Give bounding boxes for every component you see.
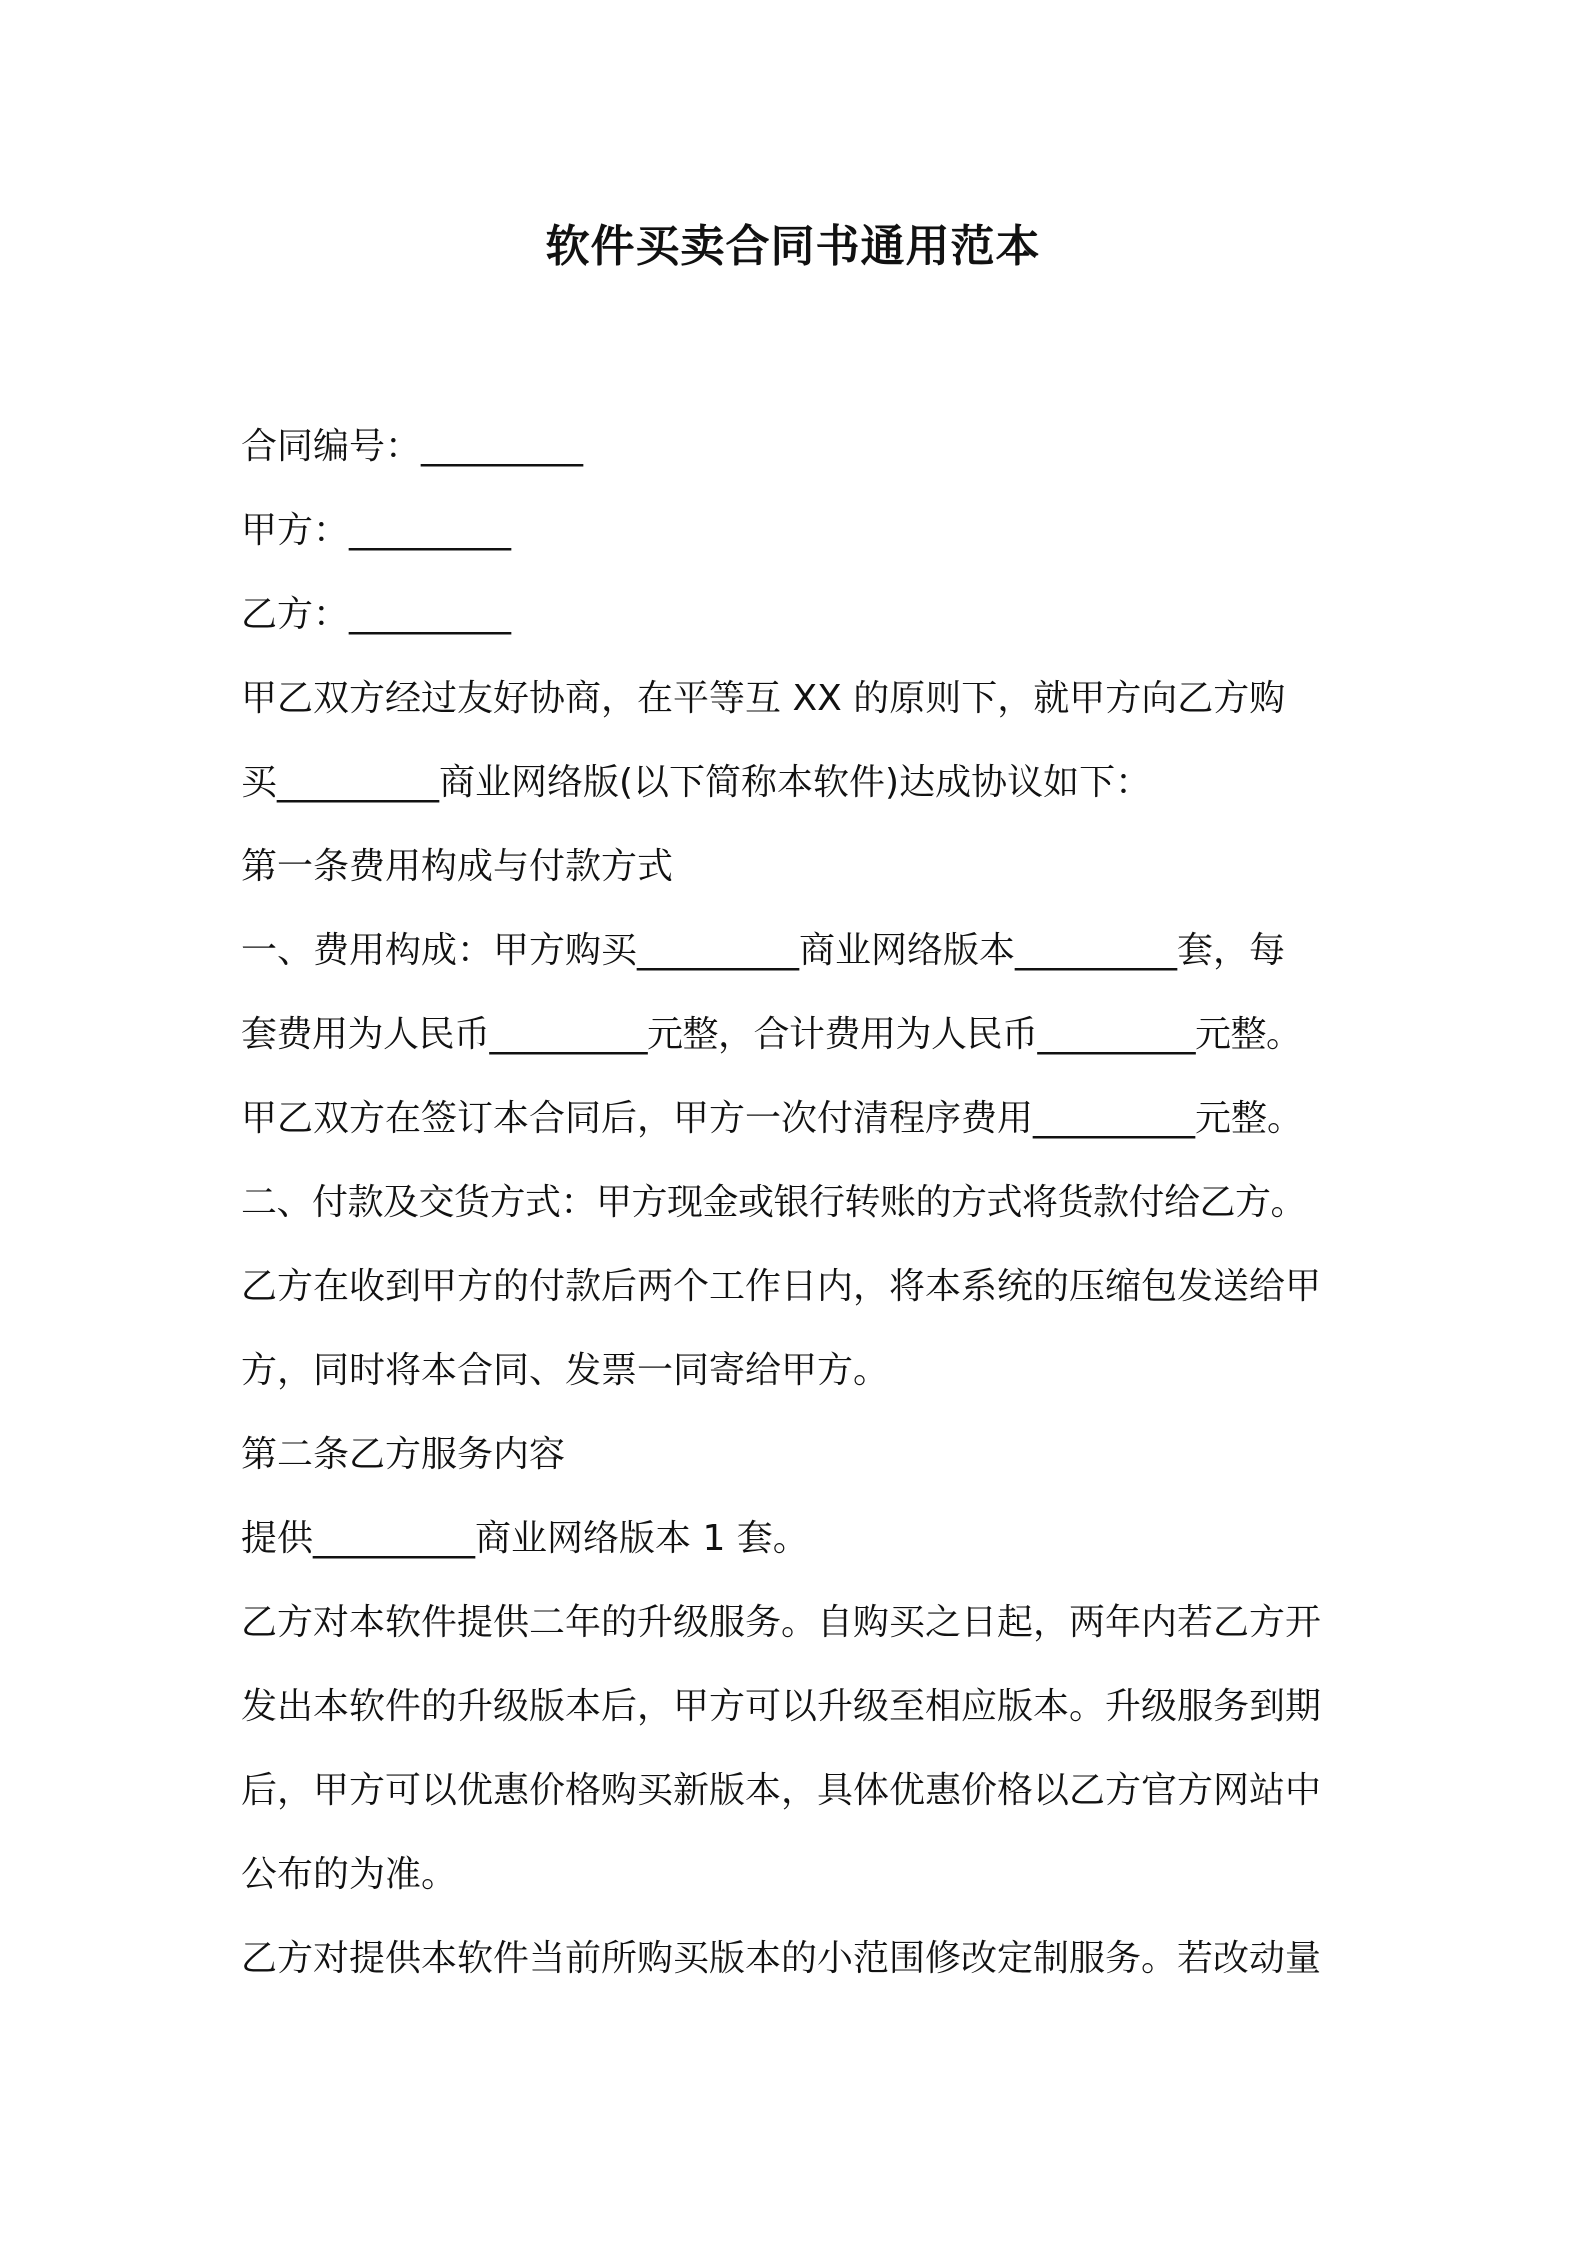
party-b-line: 乙方：_________ (241, 594, 512, 635)
party-a-line: 甲方：_________ (241, 510, 512, 551)
article-2-provision-line: 提供_________商业网络版本 1 套。 (241, 1518, 809, 1559)
upgrade-service-line-4: 公布的为准。 (241, 1854, 458, 1895)
article-1-clause-1-line-2: 套费用为人民币_________元整，合计费用为人民币_________元整。 (241, 1014, 1302, 1055)
article-1-clause-2-line-2: 乙方在收到甲方的付款后两个工作日内，将本系统的压缩包发送给甲 (241, 1266, 1322, 1307)
document-body (241, 405, 1371, 2001)
article-1-clause-1-line-1: 一、费用构成：甲方购买_________商业网络版本_________套，每 (241, 930, 1286, 971)
preamble-line-2: 买_________商业网络版(以下简称本软件)达成协议如下： (241, 762, 1152, 803)
article-1-heading: 第一条费用构成与付款方式 (241, 846, 674, 887)
upgrade-service-line-3: 后，甲方可以优惠价格购买新版本，具体优惠价格以乙方官方网站中 (241, 1770, 1322, 1811)
article-2-heading: 第二条乙方服务内容 (241, 1434, 566, 1475)
contract-number-line: 合同编号：_________ (241, 426, 584, 467)
article-1-clause-2-line-1: 二、付款及交货方式：甲方现金或银行转账的方式将货款付给乙方。 (241, 1182, 1307, 1223)
upgrade-service-line-2: 发出本软件的升级版本后，甲方可以升级至相应版本。升级服务到期 (241, 1686, 1322, 1727)
article-1-clause-2-line-3: 方，同时将本合同、发票一同寄给甲方。 (241, 1350, 890, 1391)
customization-service-line-1: 乙方对提供本软件当前所购买版本的小范围修改定制服务。若改动量 (241, 1938, 1322, 1979)
article-1-clause-1-line-3: 甲乙双方在签订本合同后，甲方一次付清程序费用_________元整。 (241, 1098, 1304, 1139)
preamble-line-1: 甲乙双方经过友好协商，在平等互 XX 的原则下，就甲方向乙方购 (241, 678, 1286, 719)
document-title: 软件买卖合同书通用范本 (545, 221, 1041, 272)
upgrade-service-line-1: 乙方对本软件提供二年的升级服务。自购买之日起，两年内若乙方开 (241, 1602, 1322, 1643)
